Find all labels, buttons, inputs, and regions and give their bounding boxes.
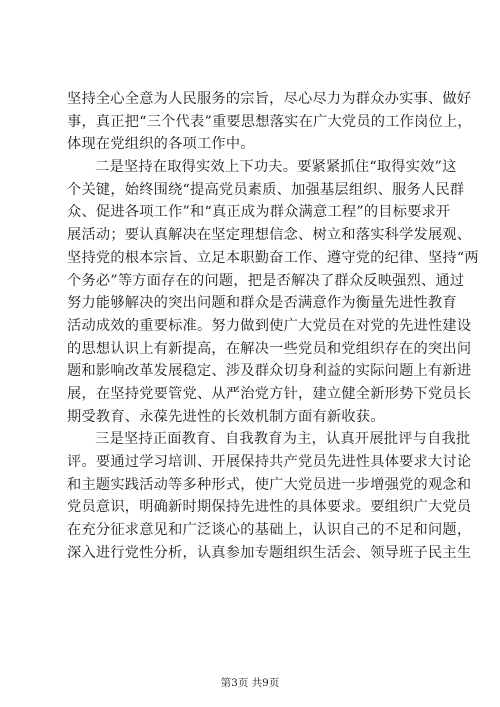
text-line: 题和影响改革发展稳定、涉及群众切身利益的实际问题上有新进 bbox=[67, 363, 472, 380]
text-line: 个关键，始终围绕“提高党员素质、加强基层组织、服务人民群 bbox=[67, 181, 465, 198]
text-line: 深入进行党性分析，认真参加专题组织生活会、领导班子民主生 bbox=[67, 544, 472, 561]
text-line: 事，真正把“三个代表”重要思想落实在广大党员的工作岗位上， bbox=[67, 113, 472, 130]
text-line: 在充分征求意见和广泛谈心的基础上，认识自己的不足和问题， bbox=[67, 522, 472, 539]
text-line: 活动成效的重要标准。努力做到使广大党员在对党的先进性建设 bbox=[67, 317, 472, 334]
text-line: 坚持全心全意为人民服务的宗旨，尽心尽力为群众办实事、做好 bbox=[67, 91, 472, 107]
text-line: 体现在党组织的各项工作中。 bbox=[67, 136, 255, 153]
text-line: 展，在坚持党要管党、从严治党方针，建立健全新形势下党员长 bbox=[67, 385, 472, 402]
paragraph-first-line: 二是坚持在取得实效上下功夫。要紧紧抓住“取得实效”这 bbox=[95, 159, 457, 176]
text-line: 的思想认识上有新提高，在解决一些党员和党组织存在的突出问 bbox=[67, 340, 472, 357]
text-line: 评。要通过学习培训、开展保持共产党员先进性具体要求大讨论 bbox=[67, 454, 472, 470]
text-line: 期受教育、永葆先进性的长效机制方面有新收获。 bbox=[67, 408, 385, 425]
text-line: 党员意识，明确新时期保持先进性的具体要求。要组织广大党员 bbox=[67, 499, 472, 516]
text-line: 坚持党的根本宗旨、立足本职勤奋工作、遵守党的纪律、坚持“两 bbox=[67, 249, 479, 266]
text-line: 和主题实践活动等多种形式，使广大党员进一步增强党的观念和 bbox=[67, 476, 472, 493]
document-body bbox=[67, 88, 479, 564]
page-number-footer: 第3页 共9页 bbox=[220, 677, 280, 689]
text-line: 众、促进各项工作”和“真正成为群众满意工程”的目标要求开 bbox=[67, 204, 451, 221]
text-line: 个务必”等方面存在的问题，把是否解决了群众反映强烈、通过 bbox=[67, 272, 465, 289]
text-line: 展活动；要认真解决在坚定理想信念、树立和落实科学发展观、 bbox=[67, 227, 472, 244]
text-line: 努力能够解决的突出问题和群众是否满意作为衡量先进性教育 bbox=[67, 295, 457, 312]
paragraph-first-line: 三是坚持正面教育、自我教育为主，认真开展批评与自我批 bbox=[95, 431, 471, 448]
